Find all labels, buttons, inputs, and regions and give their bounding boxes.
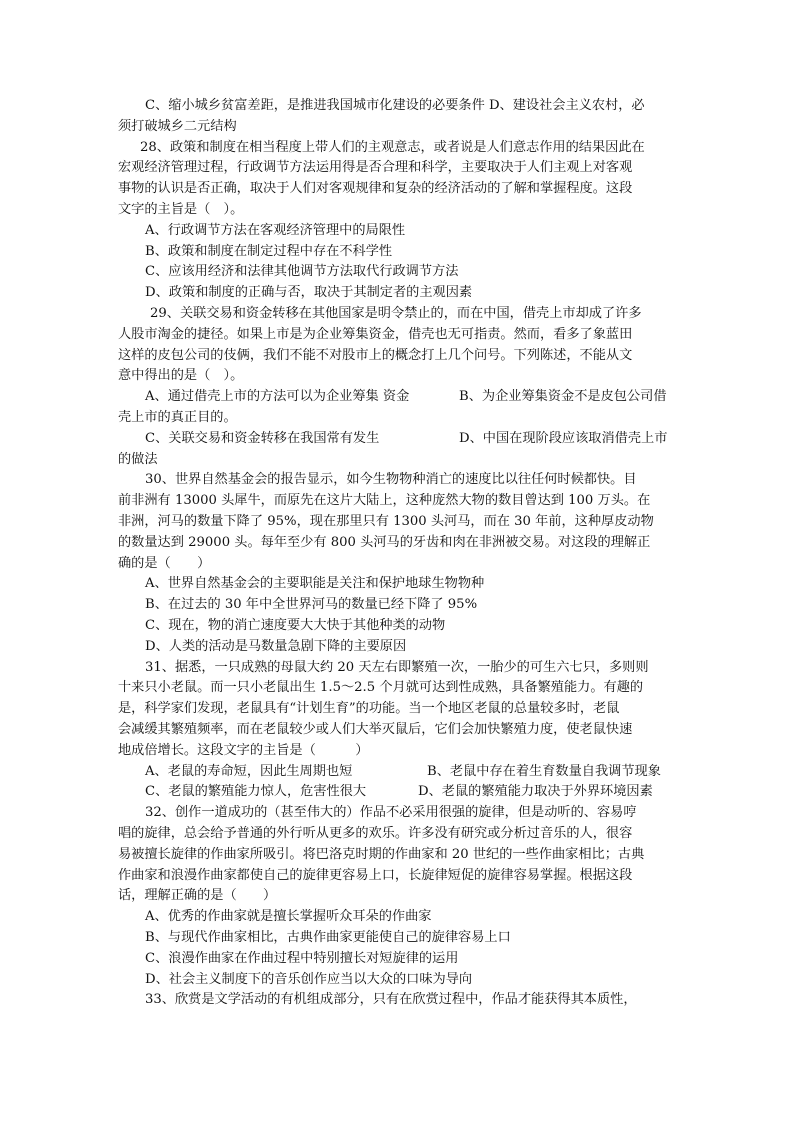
option-a: A、通过借壳上市的方法可以为企业筹集 资金 [145, 389, 410, 405]
question-stem: 意中得出的是（ ）。 [118, 368, 244, 384]
option-row-ab [118, 387, 676, 408]
question-stem: 30、世界自然基金会的报告显示，如今生物物种消亡的速度比以往任何时候都快。目 [145, 472, 637, 488]
question-29 [118, 304, 676, 470]
option-c: C、老鼠的繁殖能力惊人，危害性很大 [145, 784, 367, 800]
question-stem: 的数量达到 29000 头。每年至少有 800 头河马的牙齿和肉在非洲被交易。对这段的理解正 [118, 534, 651, 550]
question-stem: 话，理解正确的是（ ） [118, 888, 277, 904]
option-d: D、政策和制度的正确与否，取决于其制定者的主观因素 [145, 285, 473, 301]
question-30 [118, 470, 676, 657]
question-28 [118, 138, 676, 304]
question-stem: 确的是（ ） [118, 555, 211, 571]
question-stem: 29、关联交易和资金转移在其他国家是明令禁止的，而在中国，借壳上市却成了许多 [150, 306, 642, 321]
option-b: B、为企业筹集资金不是皮包公司借 [459, 389, 667, 405]
text-line: 须打破城乡二元结构 [118, 118, 237, 134]
question-stem: 前非洲有 13000 头犀牛，而原先在这片大陆上，这种庞然大物的数目曾达到 100 万头。在 [118, 493, 651, 509]
option-row-ab [118, 762, 676, 783]
option-d: D、老鼠的繁殖能力取决于外界环境因素 [418, 784, 653, 800]
question-31 [118, 658, 676, 804]
option-row-cd [118, 782, 676, 803]
question-stem: 地成倍增长。这段文字的主旨是（ ） [118, 742, 369, 758]
question-stem: 这样的皮包公司的伎俩，我们不能不对股市上的概念打上几个问号。下列陈述，不能从文 [118, 347, 633, 363]
text-line: C、缩小城乡贫富差距，是推进我国城市化建设的必要条件 D、建设社会主义农村，必 [145, 98, 645, 113]
question-stem: 33、欣赏是文学活动的有机组成部分，只有在欣赏过程中，作品才能获得其本质性， [145, 992, 637, 1008]
question-stem: 是，科学家们发现，老鼠具有“计划生育”的功能。当一个地区老鼠的总量较多时，老鼠 [118, 701, 620, 717]
question-32 [118, 803, 676, 990]
option-b: B、政策和制度在制定过程中存在不科学性 [145, 243, 393, 259]
question-27-tail [118, 96, 676, 138]
option-a: A、老鼠的寿命短，因此生周期也短 [145, 763, 353, 779]
question-stem: 十来只小老鼠。而一只小老鼠出生 1.5～2.5 个月就可达到性成熟，具备繁殖能力。有趣的 [118, 680, 644, 696]
question-stem: 易被擅长旋律的作曲家所吸引。将巴洛克时期的作曲家和 20 世纪的一些作曲家相比；古典 [118, 846, 645, 862]
option-b-continued: 壳上市的真正目的。 [118, 409, 237, 425]
option-b: B、老鼠中存在着生育数量自我调节现象 [427, 763, 661, 779]
option-row-cd [118, 429, 676, 450]
option-c: C、现在，物的消亡速度要大大快于其他种类的动物 [145, 617, 446, 633]
question-stem: 会减缓其繁殖频率，而在老鼠较少或人们大举灭鼠后，它们会加快繁殖力度，使老鼠快速 [118, 721, 633, 737]
question-stem: 人股市淘金的捷径。如果上市是为企业筹集资金，借壳也无可指责。然而，看多了象蓝田 [118, 326, 633, 342]
option-c: C、关联交易和资金转移在我国常有发生 [145, 430, 380, 446]
question-stem: 作曲家和浪漫作曲家都使自己的旋律更容易上口，长旋律短促的旋律容易掌握。根据这段 [118, 867, 633, 883]
question-stem: 31、据悉，一只成熟的母鼠大约 20 天左右即繁殖一次，一胎少的可生六七只，多则则 [145, 659, 649, 675]
option-a: A、行政调节方法在客观经济管理中的局限性 [145, 222, 406, 238]
option-d-continued: 的做法 [118, 451, 158, 467]
question-stem: 唱的旋律，总会给予普通的外行听从更多的欢乐。许多没有研究或分析过音乐的人，很容 [118, 825, 633, 841]
question-stem: 28、政策和制度在相当程度上带人们的主观意志，或者说是人们意志作用的结果因此在 [140, 139, 645, 155]
question-stem: 事物的认识是否正确，取决于人们对客观规律和复杂的经济活动的了解和掌握程度。这段 [118, 181, 633, 197]
option-d: D、社会主义制度下的音乐创作应当以大众的口味为导向 [145, 971, 473, 987]
option-c: C、浪漫作曲家在作曲过程中特别擅长对短旋律的运用 [145, 950, 459, 966]
question-33 [118, 990, 676, 1011]
option-b: B、与现代作曲家相比，古典作曲家更能使自己的旋律容易上口 [145, 929, 511, 945]
question-stem: 32、创作一道成功的（甚至伟大的）作品不必采用很强的旋律，但是动听的、容易哼 [145, 805, 637, 821]
option-d: D、人类的活动是马数量急剧下降的主要原因 [145, 638, 407, 654]
option-c: C、应该用经济和法律其他调节方法取代行政调节方法 [145, 264, 459, 280]
option-a: A、优秀的作曲家就是擅长掌握听众耳朵的作曲家 [145, 909, 432, 925]
option-d: D、中国在现阶段应该取消借壳上市 [459, 430, 668, 446]
question-stem: 宏观经济管理过程，行政调节方法运用得是否合理和科学，主要取决于人们主观上对客观 [118, 160, 633, 176]
question-stem: 文字的主旨是（ ）。 [118, 201, 244, 217]
option-a: A、世界自然基金会的主要职能是关注和保护地球生物物种 [145, 576, 485, 592]
option-b: B、在过去的 30 年中全世界河马的数量已经下降了 95% [145, 597, 478, 613]
question-stem: 非洲，河马的数量下降了 95%，现在那里只有 1300 头河马，而在 30 年前，这种厚皮动物 [118, 513, 654, 529]
